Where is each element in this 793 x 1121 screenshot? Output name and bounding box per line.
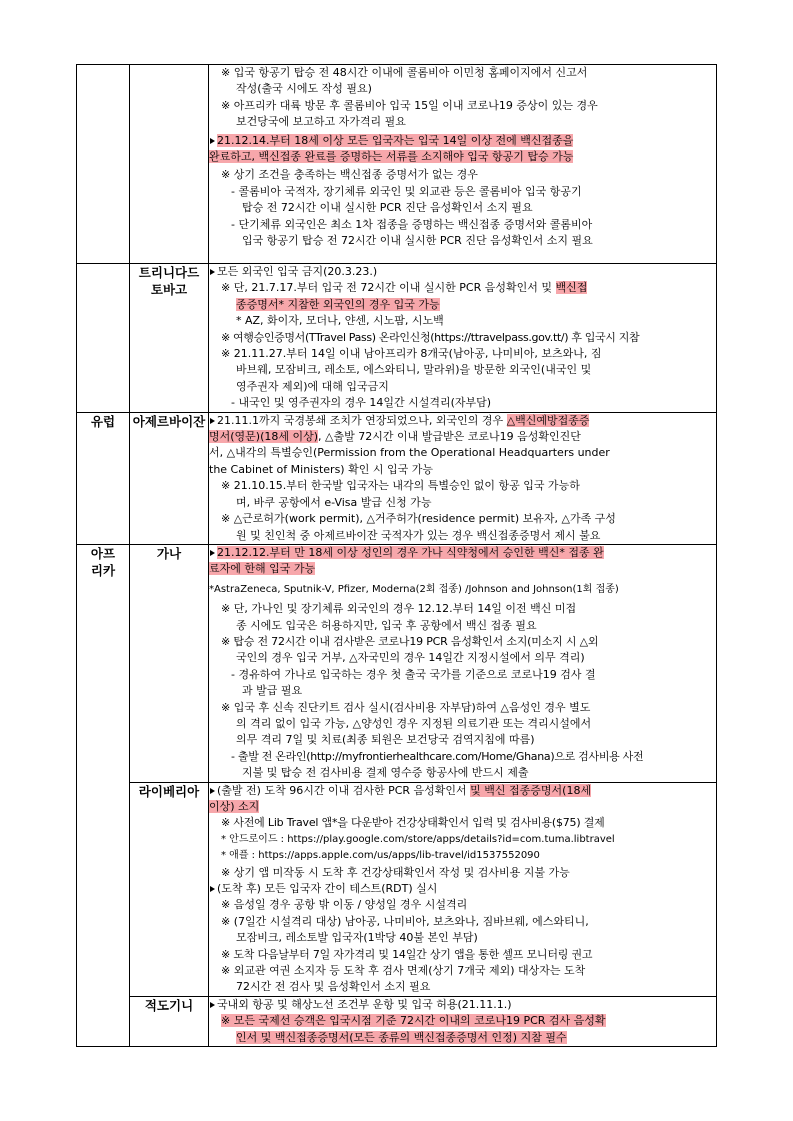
region-name-africa — [77, 544, 130, 1046]
bullet-line — [209, 413, 716, 429]
note-text: 21.11.1까지 국경봉쇄 조치가 연장되었으나, 외국인의 경우 — [217, 413, 507, 427]
highlighted-text: △백신예방접종증 — [506, 413, 590, 427]
country-name-line: 토바고 — [150, 282, 188, 297]
country-cell-empty-top — [130, 65, 209, 264]
note-line — [209, 1030, 716, 1046]
entry-regulations-table — [76, 64, 717, 1047]
footnote-line: * 안드로이드 : https://play.google.com/store/apps/details?id=com.tuma.libtravel — [221, 833, 615, 845]
note-line: 작성(출국 시에도 작성 필요) — [236, 82, 372, 96]
note-line: ※ 사전에 Lib Travel 앱*을 다운받아 건강상태확인서 입력 및 검사비용($75) 결제 — [221, 816, 605, 830]
note-line: ※ 아프리카 대륙 방문 후 콜롬비아 입국 15일 이내 코로나19 증상이 있는 경우 — [221, 98, 598, 112]
bullet-line — [209, 545, 716, 561]
footnote-line: * 애플 : https://apps.apple.com/us/apps/lib-travel/id1537552090 — [221, 850, 540, 862]
region-name-line: 리카 — [90, 562, 116, 578]
note-line: 의무 격리 7일 및 치료(최종 퇴원은 보건당국 검역지침에 따름) — [236, 733, 535, 747]
note-line: ※ (7일간 시설격리 대상) 남아공, 나미비아, 보츠와나, 짐바브웨, 에스와티니, — [221, 914, 589, 928]
note-line: 보건당국에 보고하고 자가격리 필요 — [236, 115, 406, 129]
highlighted-text: 인서 및 백신접종증명서(모든 종류의 백신접종증명서 인정) 지참 필수 — [236, 1030, 567, 1044]
note-line: 모잠비크, 레소토발 입국자(1박당 40불 본인 부담) — [236, 931, 478, 945]
note-line: 원 및 친인척 중 아제르바이잔 국적자가 있는 경우 백신접종증명서 제시 불요 — [236, 528, 601, 542]
highlighted-text: 및 백신 접종증명서(18세 — [470, 783, 592, 797]
sub-line: 지불 및 탑승 전 검사비용 결제 영수증 항공사에 반드시 제출 — [242, 766, 529, 780]
note-line: ※ 음성일 경우 공항 밖 이동 / 양성일 경우 시설격리 — [221, 898, 468, 912]
note-line: 의 격리 없이 입국 가능, △양성인 경우 지정된 의료기관 또는 격리시설에서 — [236, 716, 592, 730]
highlighted-text: 이상) 소지 — [209, 800, 260, 813]
note-line: ※ 외교관 여권 소지자 등 도착 후 검사 면제(상기 7개국 제외) 대상자는 도착 — [221, 964, 586, 978]
region-name-line: 아프 — [90, 545, 116, 561]
sub-line: - 내국인 및 영주권자의 경우 14일간 시설격리(자부담) — [231, 396, 492, 410]
note-line — [209, 429, 716, 445]
highlighted-text: 21.12.12.부터 만 18세 이상 성인의 경우 가나 식약청에서 승인한 백신* 접종 완 — [217, 545, 604, 559]
table-row-trinidad — [77, 264, 717, 413]
sub-line: - 경유하여 가나로 입국하는 경우 첫 출국 국가를 기준으로 코로나19 검사 결 — [231, 667, 596, 681]
bullet-line: 국내외 항공 및 해상노선 조건부 운항 및 입국 허용(21.11.1.) — [209, 997, 716, 1013]
highlighted-text: 료자에 한해 입국 가능 — [209, 562, 316, 576]
bullet-line — [209, 783, 716, 799]
note-line — [209, 561, 716, 577]
note-line: the Cabinet of Ministers) 확인 시 입국 가능 — [209, 462, 433, 476]
note-line: ※ 탑승 전 72시간 이내 검사받은 코로나19 PCR 음성확인서 소지(미소지 시 △외 — [221, 634, 599, 648]
highlighted-text: 명서(영문)(18세 이상) — [209, 430, 319, 444]
table-row-colombia — [77, 65, 717, 264]
footnote-line: * AZ, 화이자, 모더나, 얀센, 시노팜, 시노백 — [236, 314, 444, 328]
content-cell-equatorial-guinea — [209, 996, 717, 1046]
note-line: ※ 입국 항공기 탑승 전 48시간 이내에 콜롬비아 이민청 홈페이지에서 신고서 — [221, 66, 588, 79]
note-line: ※ 도착 다음날부터 7일 자가격리 및 14일간 상기 앱을 통한 셀프 모니터링 권고 — [221, 947, 593, 961]
note-text: (출발 전) 도착 96시간 이내 검사한 PCR 음성확인서 — [217, 783, 471, 797]
highlighted-text: 21.12.14.부터 18세 이상 모든 입국자는 입국 14일 이상 전에 백신접종을 — [217, 133, 574, 147]
bullet-line: (도착 후) 모든 입국자 간이 테스트(RDT) 실시 — [209, 881, 716, 897]
note-line: ※ 단, 가나인 및 장기체류 외국인의 경우 12.12.부터 14일 이전 백신 미접 — [221, 602, 577, 616]
country-name-trinidad — [130, 264, 209, 413]
table-row-azerbaijan — [77, 412, 717, 544]
content-cell-azerbaijan — [209, 412, 717, 544]
note-line: 바브웨, 모잠비크, 레소토, 에스와티니, 말라위)을 방문한 외국인(내국인 및 — [236, 363, 592, 377]
note-line: 며, 바쿠 공항에서 e-Visa 발급 신청 가능 — [236, 495, 432, 509]
region-name-europe: 유럽 — [77, 412, 130, 544]
note-line — [209, 149, 716, 165]
sub-line: - 콜롬비아 국적자, 장기체류 외국인 및 외교관 등은 콜롬비아 입국 항공기 — [231, 184, 582, 198]
note-line — [209, 297, 716, 313]
note-line: ※ 입국 후 신속 진단키트 검사 실시(검사비용 자부담)하여 △음성인 경우 별도 — [221, 700, 591, 714]
table-row-ghana — [77, 544, 717, 782]
bullet-line: 모든 외국인 입국 금지(20.3.23.) — [209, 264, 716, 280]
country-name-liberia: 라이베리아 — [130, 782, 209, 996]
bullet-line — [209, 133, 716, 149]
note-line: 국인의 경우 입국 거부, △자국민의 경우 14일간 지정시설에서 의무 격리) — [236, 651, 585, 665]
content-cell-ghana — [209, 544, 717, 782]
sub-line: 입국 항공기 탑승 전 72시간 이내 실시한 PCR 진단 음성확인서 소지 필요 — [242, 234, 593, 248]
note-line: ※ 상기 조건을 충족하는 백신접종 증명서가 없는 경우 — [221, 168, 478, 182]
note-line: 영주권자 제외)에 대해 입국금지 — [236, 379, 389, 393]
note-line — [209, 799, 716, 815]
content-cell-colombia — [209, 65, 717, 264]
country-name-line: 트리니다드 — [138, 265, 200, 280]
region-cell-empty-top — [77, 65, 130, 264]
region-cell-empty — [77, 264, 130, 413]
note-line: ※ 상기 앱 미작동 시 도착 후 건강상태확인서 작성 및 검사비용 지불 가능 — [221, 865, 570, 879]
highlighted-text: ※ 모든 국제선 승객은 입국시점 기준 72시간 이내의 코로나19 PCR 검사 음성확 — [221, 1014, 606, 1028]
content-cell-trinidad — [209, 264, 717, 413]
sub-line: - 단기체류 외국인은 최소 1차 접종을 증명하는 백신접종 증명서와 콜롬비아 — [231, 217, 593, 231]
note-line: ※ △근로허가(work permit), △거주허가(residence permit) 보유자, △가족 구성 — [221, 512, 616, 526]
note-line: ※ 여행승인증명서(TTravel Pass) 온라인신청(https://ttravelpass.gov.tt/) 후 입국시 지참 — [221, 330, 640, 344]
sub-line: - 출발 전 온라인(http://myfrontierhealthcare.com/Home/Ghana)으로 검사비용 사전 — [231, 749, 644, 763]
country-name-ghana: 가나 — [130, 544, 209, 782]
table-row-equatorial-guinea — [77, 996, 717, 1046]
highlighted-text: 종증명서* 지참한 외국인의 경우 입국 가능 — [236, 297, 440, 311]
footnote-line: *AstraZeneca, Sputnik-V, Pfizer, Moderna(2회 접종) /Johnson and Johnson(1회 접종) — [209, 583, 619, 595]
note-line: ※ 21.11.27.부터 14일 이내 남아프리카 8개국(남아공, 나미비아, 보츠와나, 짐 — [221, 347, 602, 361]
note-line: 서, △내각의 특별승인(Permission from the Operational Headquarters under — [209, 446, 610, 460]
note-line: ※ 21.10.15.부터 한국발 입국자는 내각의 특별승인 없이 항공 입국 가능하 — [221, 479, 580, 493]
country-name-azerbaijan: 아제르바이잔 — [130, 412, 209, 544]
sub-line: 과 발급 필요 — [242, 684, 303, 698]
note-text: , △출발 72시간 이내 발급받은 코로나19 음성확인진단 — [318, 430, 581, 444]
highlighted-text: 백신접 — [555, 281, 588, 295]
sub-line: 탑승 전 72시간 이내 실시한 PCR 진단 음성확인서 소지 필요 — [242, 201, 533, 215]
note-line — [209, 1013, 716, 1029]
content-cell-liberia — [209, 782, 717, 996]
table-row-liberia — [77, 782, 717, 996]
note-line — [209, 280, 716, 296]
note-line: 72시간 전 검사 및 음성확인서 소지 필요 — [236, 980, 431, 994]
note-text: ※ 단, 21.7.17.부터 입국 전 72시간 이내 실시한 PCR 음성확인서 및 — [221, 281, 556, 295]
country-name-equatorial-guinea: 적도기니 — [130, 996, 209, 1046]
note-line: 종 시에도 입국은 허용하지만, 입국 후 공항에서 백신 접종 필요 — [236, 618, 537, 632]
highlighted-text: 완료하고, 백신접종 완료를 증명하는 서류를 소지해야 입국 항공기 탑승 가능 — [209, 150, 574, 164]
